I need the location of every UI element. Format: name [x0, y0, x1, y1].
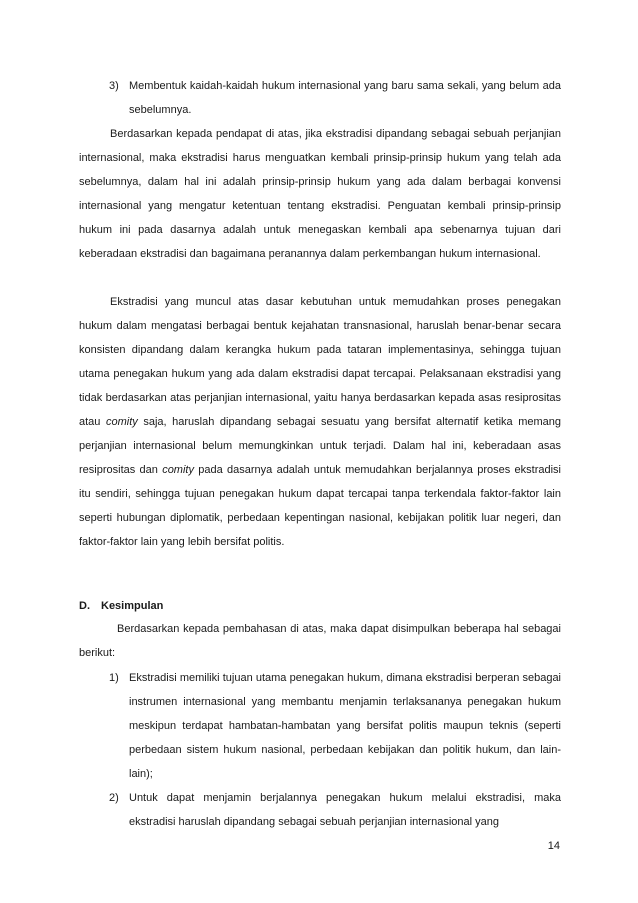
paragraph-2-part-2: saja, haruslah dipandang sebagai sesuatu yang bersifat alternatif ketika memang perjanjian internasional belum memungkinkan untuk terjadi. Dalam hal ini, keberadaan asas resiprositas dan: [79, 416, 561, 476]
page-number: 14: [547, 840, 560, 852]
paragraph-2-part-3: pada dasarnya adalah untuk memudahkan berjalannya proses ekstradisi itu sendiri, sehingga tujuan penegakan hukum dapat tercapai tanpa terkendala faktor-faktor lain seperti hubungan diplomatik, perbedaan kepentingan nasional, kebijakan politik luar negeri, dan faktor-faktor lain yang lebih bersifat politis.: [79, 464, 561, 548]
list-text: Untuk dapat menjamin berjalannya penegakan hukum melalui ekstradisi, maka ekstradisi haruslah dipandang sebagai sebuah perjanjian internasional yang: [129, 792, 561, 828]
list-item-2: [109, 786, 561, 834]
paragraph-3: Berdasarkan kepada pembahasan di atas, maka dapat disimpulkan beberapa hal sebagai berikut:: [79, 623, 561, 659]
list-number: 2): [109, 792, 119, 804]
list-text: Membentuk kaidah-kaidah hukum internasional yang baru sama sekali, yang belum ada sebelumnya.: [129, 80, 561, 116]
comity-term: comity: [162, 464, 194, 476]
list-text: Ekstradisi memiliki tujuan utama penegakan hukum, dimana ekstradisi berperan sebagai instrumen internasional yang membantu menjamin terlaksananya penegakan hukum meskipun terdapat hambatan-hambatan yang bersifat politis maupun teknis (seperti perbedaan sistem hukum nasional, perbedaan kebijakan dan politik hukum, dan lain-lain);: [129, 672, 561, 780]
section-letter: D.: [79, 600, 90, 612]
list-number: 3): [109, 80, 119, 92]
paragraph-2-part-1: Ekstradisi yang muncul atas dasar kebutuhan untuk memudahkan proses penegakan hukum dalam mengatasi berbagai bentuk kejahatan transnasional, haruslah benar-benar secara konsisten dipandang dalam kerangka hukum pada tataran implementasinya, sehingga tujuan utama penegakan hukum yang ada dalam ekstradisi dapat tercapai. Pelaksanaan ekstradisi yang tidak berdasarkan atas perjanjian internasional, yaitu hanya berdasarkan kepada asas resiprositas atau: [79, 296, 561, 428]
paragraph-2: [79, 290, 561, 554]
section-heading: [79, 594, 163, 618]
paragraph-1: Berdasarkan kepada pendapat di atas, jika ekstradisi dipandang sebagai sebuah perjanjian internasional, maka ekstradisi harus menguatkan kembali prinsip-prinsip hukum yang telah ada sebelumnya, dalam hal ini adalah prinsip-prinsip hukum yang ada dalam berbagai konvensi internasional yang mengatur ketentuan tentang ekstradisi. Penguatan kembali prinsip-prinsip hukum ini pada dasarnya adalah untuk menegaskan kembali apa sebenarnya tujuan dari keberadaan ekstradisi dan bagaimana peranannya dalam perkembangan hukum internasional.: [79, 128, 561, 260]
comity-term: comity: [105, 416, 138, 428]
list-item-1: [109, 666, 561, 786]
list-number: 1): [109, 672, 119, 684]
list-item-3: [109, 74, 561, 122]
section-title: Kesimpulan: [101, 600, 164, 612]
